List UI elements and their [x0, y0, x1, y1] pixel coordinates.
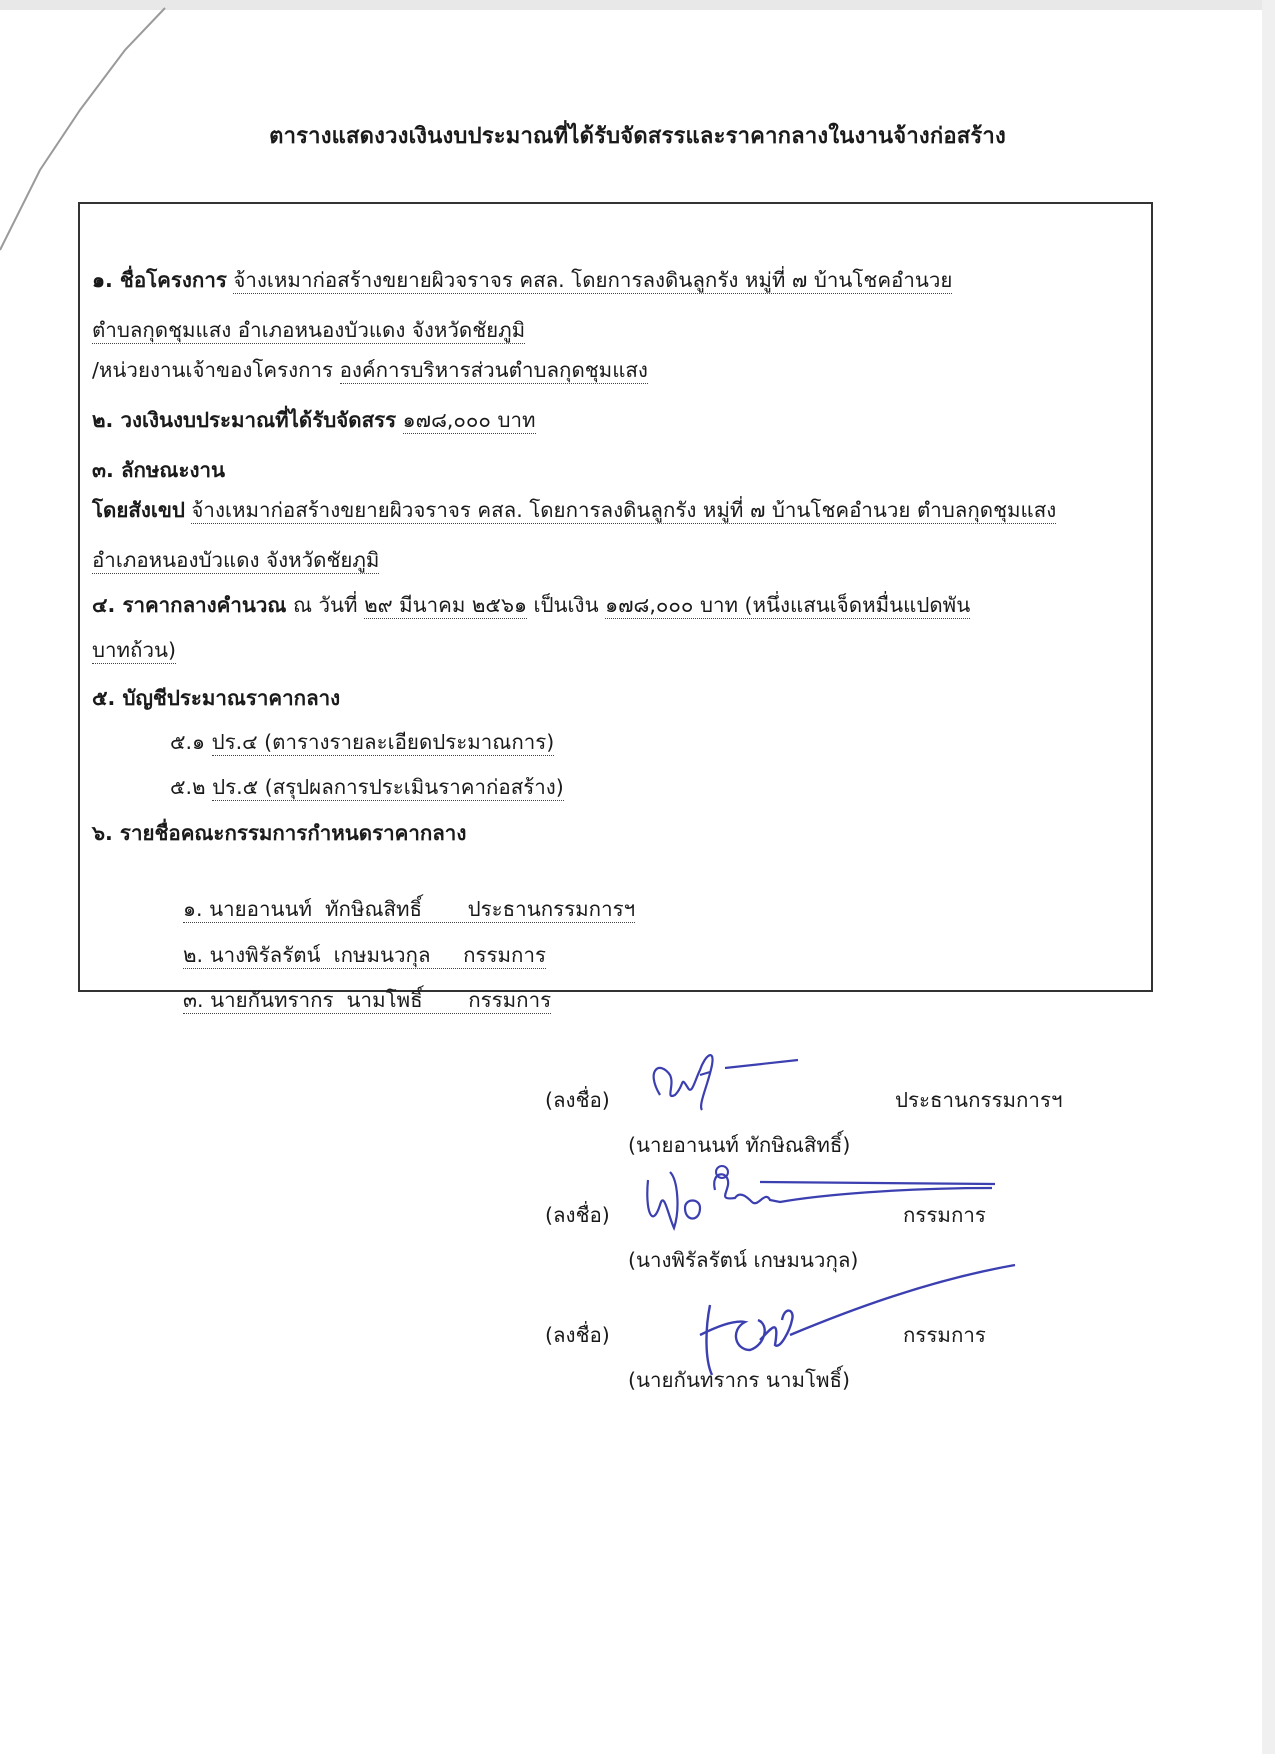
item4-date-prefix: ณ วันที่ — [292, 593, 358, 617]
item4-label: ๔. ราคากลางคำนวณ — [92, 593, 287, 617]
sign-role: ประธานกรรมการฯ — [895, 1088, 1063, 1112]
owner-label: /หน่วยงานเจ้าของโครงการ — [92, 358, 334, 382]
document-title: ตารางแสดงวงเงินงบประมาณที่ได้รับจัดสรรและราคากลางในงานจ้างก่อสร้าง — [269, 124, 1006, 149]
summary-label: โดยสังเขป — [92, 498, 185, 522]
item3-summary-line2 — [92, 545, 379, 575]
item4-line2 — [92, 635, 176, 665]
item5-label: ๕. บัญชีประมาณราคากลาง — [92, 686, 341, 710]
item6-label-line — [92, 818, 466, 848]
item4-amount-line2: บาทถ้วน) — [92, 638, 176, 662]
signature-2-image — [640, 1160, 1000, 1240]
item6-label: ๖. รายชื่อคณะกรรมการกำหนดราคากลาง — [92, 821, 467, 845]
item1-line2 — [92, 315, 525, 345]
summary-line1: จ้างเหมาก่อสร้างขยายผิวจราจร คสล. โดยการลงดินลูกรัง หมู่ที่ ๗ บ้านโชคอำนวย ตำบลกุดชุมแสง — [191, 498, 1057, 522]
item1-owner-line — [92, 355, 648, 385]
item5-label-line — [92, 683, 340, 713]
sign-role: กรรมการ — [903, 1203, 986, 1227]
owner-value: องค์การบริหารส่วนตำบลกุดชุมแสง — [339, 358, 648, 382]
item4-amount-prefix: เป็นเงิน — [533, 593, 599, 617]
signature-3-image — [690, 1250, 1020, 1390]
item5-subitem — [170, 727, 554, 757]
sign-name: (นายกันทรากร นามโพธิ์) — [628, 1368, 851, 1392]
committee-member-text: ๓. นายกันทรากร นามโพธิ์ กรรมการ — [183, 988, 552, 1012]
item3-label-line — [92, 455, 225, 485]
summary-line2: อำเภอหนองบัวแดง จังหวัดชัยภูมิ — [92, 548, 380, 572]
item3-summary-line1 — [92, 495, 1056, 525]
committee-member-text: ๑. นายอานนท์ ทักษิณสิทธิ์ ประธานกรรมการฯ — [183, 897, 636, 921]
sign-name: (นางพิรัลรัตน์ เกษมนวกุล) — [628, 1248, 859, 1272]
item2-value: ๑๗๘,๐๐๐ บาท — [402, 408, 536, 432]
sign-label: (ลงชื่อ) — [545, 1088, 610, 1112]
item2-label: ๒. วงเงินงบประมาณที่ได้รับจัดสรร — [92, 408, 397, 432]
item1-label: ๑. ชื่อโครงการ — [92, 268, 227, 292]
sign-name: (นายอานนท์ ทักษิณสิทธิ์) — [628, 1133, 851, 1157]
item5-subitem — [170, 772, 564, 802]
committee-member — [170, 955, 552, 1012]
item1-line1 — [92, 265, 952, 295]
committee-member-text: ๒. นางพิรัลรัตน์ เกษมนวกุล กรรมการ — [183, 943, 546, 967]
subitem-num: ๕.๒ — [170, 775, 206, 799]
item4-date-value: ๒๙ มีนาคม ๒๕๖๑ — [364, 593, 527, 617]
sign-label: (ลงชื่อ) — [545, 1323, 610, 1347]
subitem-num: ๕.๑ — [170, 730, 206, 754]
committee-member — [170, 864, 636, 921]
item4-amount-value: ๑๗๘,๐๐๐ บาท (หนึ่งแสนเจ็ดหมื่นแปดพัน — [605, 593, 971, 617]
item1-value-line2: ตำบลกุดชุมแสง อำเภอหนองบัวแดง จังหวัดชัยภูมิ — [92, 318, 526, 342]
sign-label: (ลงชื่อ) — [545, 1203, 610, 1227]
subitem-text: ปร.๕ (สรุปผลการประเมินราคาก่อสร้าง) — [212, 775, 564, 799]
item2-line — [92, 405, 536, 435]
committee-member — [170, 910, 546, 967]
item1-value-line1: จ้างเหมาก่อสร้างขยายผิวจราจร คสล. โดยการลงดินลูกรัง หมู่ที่ ๗ บ้านโชคอำนวย — [233, 268, 953, 292]
subitem-text: ปร.๔ (ตารางรายละเอียดประมาณการ) — [211, 730, 555, 754]
sign-role: กรรมการ — [903, 1323, 986, 1347]
item4-line1 — [92, 590, 970, 620]
signature-1-image — [640, 1040, 800, 1120]
item3-label: ๓. ลักษณะงาน — [92, 458, 225, 482]
